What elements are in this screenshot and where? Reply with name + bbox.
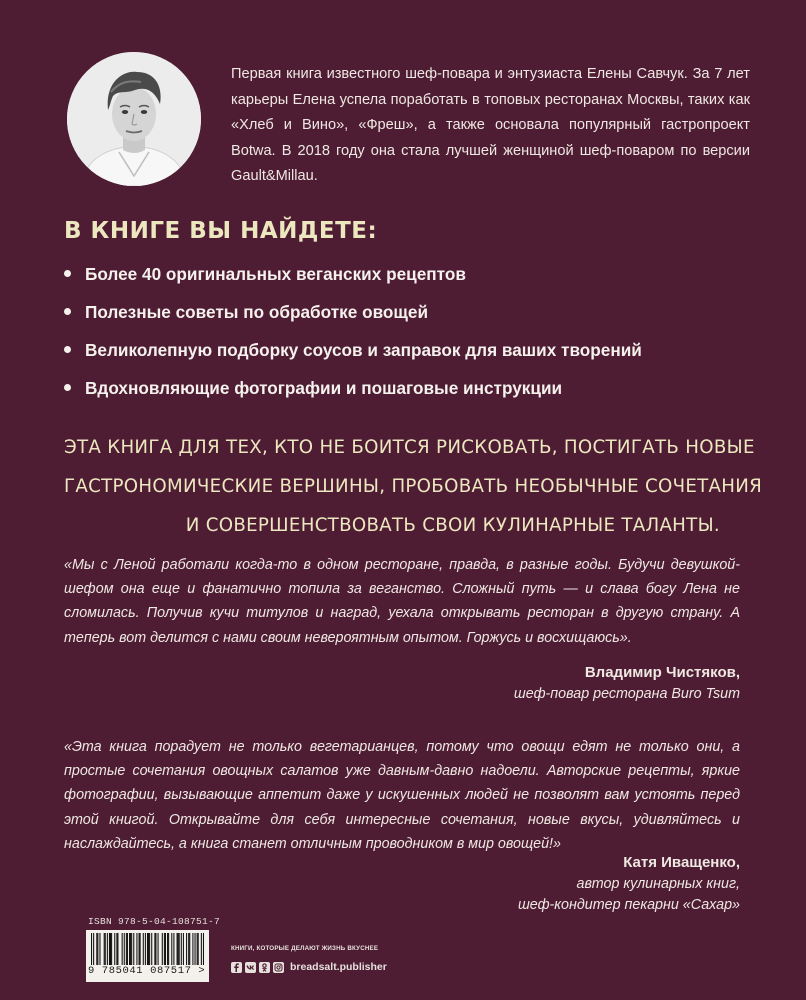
barcode-bar	[173, 933, 174, 966]
barcode-bar	[107, 933, 108, 966]
barcode-bar	[189, 933, 190, 966]
feature-item	[64, 376, 764, 414]
testimonial-quote-1: «Мы с Леной работали когда-то в одном ресторане, правда, в разные годы. Будучи девушкой-шефом она еще и фанатично топила за веганство. Сложный путь — и слава богу Лена не сломилась. Получив кучи титулов и наград, уехала открывать ресторан в другую страну. А теперь вот делится с нами своим невероятным опытом. Горжусь и восхищаюсь».	[64, 557, 740, 646]
barcode-bar	[97, 933, 98, 966]
tagline-line-2: ГАСТРОНОМИЧЕСКИЕ ВЕРШИНЫ, ПРОБОВАТЬ НЕОБЫЧНЫЕ СОЧЕТАНИЯ	[64, 476, 763, 497]
bullet-icon	[64, 308, 71, 315]
barcode-bar	[188, 933, 189, 966]
tagline-line-3: И СОВЕРШЕНСТВОВАТЬ СВОИ КУЛИНАРНЫЕ ТАЛАНТЫ.	[185, 515, 720, 536]
barcode-bar	[197, 933, 198, 966]
odnoklassniki-icon	[259, 962, 270, 973]
barcode-bar	[110, 933, 111, 966]
vk-icon	[245, 962, 256, 973]
barcode-bar	[127, 933, 128, 966]
feature-text: Более 40 оригинальных веганских рецептов	[85, 264, 466, 284]
isbn-label: ISBN 978-5-04-108751-7	[88, 916, 221, 927]
barcode-bar	[93, 933, 94, 966]
author-role: шеф-повар ресторана Buro Tsum	[513, 685, 740, 702]
feature-item	[64, 300, 764, 338]
feature-item	[64, 338, 764, 376]
barcode-bar	[139, 933, 140, 966]
barcode-bar	[109, 933, 110, 966]
barcode-bar	[183, 933, 184, 966]
barcode-bar	[130, 933, 131, 966]
barcode-bar	[155, 933, 156, 966]
barcode-bar	[179, 933, 180, 966]
barcode-bar	[151, 933, 152, 966]
barcode-bar	[96, 933, 97, 966]
barcode-bar	[192, 933, 193, 966]
barcode-bar	[122, 933, 123, 966]
barcode-bar	[203, 933, 204, 966]
barcode-bar	[104, 933, 105, 966]
publisher-social	[231, 960, 387, 974]
barcode-bar	[145, 933, 146, 966]
barcode-bars	[86, 930, 209, 966]
publisher-slogan: КНИГИ, КОТОРЫЕ ДЕЛАЮТ ЖИЗНЬ ВКУСНЕЕ	[231, 945, 379, 952]
feature-text: Великолепную подборку соусов и заправок для ваших творений	[85, 340, 642, 360]
barcode-bar	[168, 933, 169, 966]
instagram-icon	[273, 962, 284, 973]
author-bio: Первая книга известного шеф-повара и энтузиаста Елены Савчук. За 7 лет карьеры Елена успела поработать в топовых ресторанах Москвы, таких как «Хлеб и Вино», «Фреш», а также основала популярный гастропроект Botwa. В 2018 году она стала лучшей женщиной шеф-поваром по версии Gault&Millau.	[231, 66, 750, 184]
feature-item	[64, 262, 764, 300]
barcode-bar	[148, 933, 149, 966]
author-role: автор кулинарных книг,	[576, 875, 740, 892]
barcode-bar	[165, 933, 166, 966]
barcode-bar	[167, 933, 168, 966]
barcode-bar	[124, 933, 125, 966]
testimonial-quote-2: «Эта книга порадует не только вегетарианцев, потому что овощи едят не только они, а простые сочетания овощных салатов уже давным-давно надоели. Авторские рецепты, яркие фотографии, вызывающие аппетит даже у искушенных людей не позволят вам устоять перед этой книгой. Открывайте для себя интересные сочетания, новые вкусы, удивляйтесь и наслаждайтесь, а книга станет отличным проводником в мир овощей!»	[64, 739, 740, 852]
barcode-bar	[162, 933, 163, 966]
features-title: В КНИГЕ ВЫ НАЙДЕТЕ:	[64, 218, 378, 244]
barcode-bar	[99, 933, 100, 966]
barcode-bar	[105, 933, 106, 966]
barcode-bar	[201, 933, 202, 966]
bullet-icon	[64, 346, 71, 353]
barcode-bar	[171, 933, 172, 966]
barcode-bar	[178, 933, 179, 966]
barcode-bar	[154, 933, 155, 966]
testimonial-author-2	[518, 852, 740, 917]
feature-text: Полезные советы по обработке овощей	[85, 302, 429, 322]
tagline-line-1: ЭТА КНИГА ДЛЯ ТЕХ, КТО НЕ БОИТСЯ РИСКОВАТЬ, ПОСТИГАТЬ НОВЫЕ	[64, 437, 755, 458]
bullet-icon	[64, 270, 71, 277]
barcode-bar	[164, 933, 165, 966]
feature-text: Вдохновляющие фотографии и пошаговые инструкции	[85, 378, 563, 398]
publisher-handle: breadsalt.publisher	[290, 961, 387, 973]
bullet-icon	[64, 384, 71, 391]
barcode-bar	[126, 933, 127, 966]
testimonial-author-1	[514, 662, 740, 705]
barcode-bar	[158, 933, 159, 966]
barcode-bar	[131, 933, 132, 966]
barcode-bar	[143, 933, 144, 966]
barcode-bar	[91, 933, 92, 966]
barcode-digits: 9 785041 087517 >	[86, 965, 209, 977]
barcode-bar	[198, 933, 199, 966]
barcode-bar	[195, 933, 196, 966]
author-name: Катя Иващенко,	[623, 854, 740, 871]
author-name: Владимир Чистяков,	[584, 664, 740, 681]
barcode-bar	[136, 933, 137, 966]
features-list	[64, 262, 764, 414]
barcode-bar	[114, 933, 115, 966]
barcode-bar	[177, 933, 178, 966]
barcode-bar	[149, 933, 150, 966]
barcode-bar	[111, 933, 112, 966]
barcode-bar	[116, 933, 117, 966]
author-photo	[67, 52, 201, 186]
tagline	[64, 428, 763, 545]
barcode-bar	[129, 933, 130, 966]
barcode-bar	[181, 933, 182, 966]
barcode-bar	[140, 933, 141, 966]
author-role-2: шеф-кондитер пекарни «Сахар»	[517, 897, 740, 913]
barcode-bar	[147, 933, 148, 966]
barcode-bar	[186, 933, 187, 966]
barcode-bar	[133, 933, 134, 966]
facebook-icon	[231, 962, 242, 973]
barcode-bar	[117, 933, 118, 966]
